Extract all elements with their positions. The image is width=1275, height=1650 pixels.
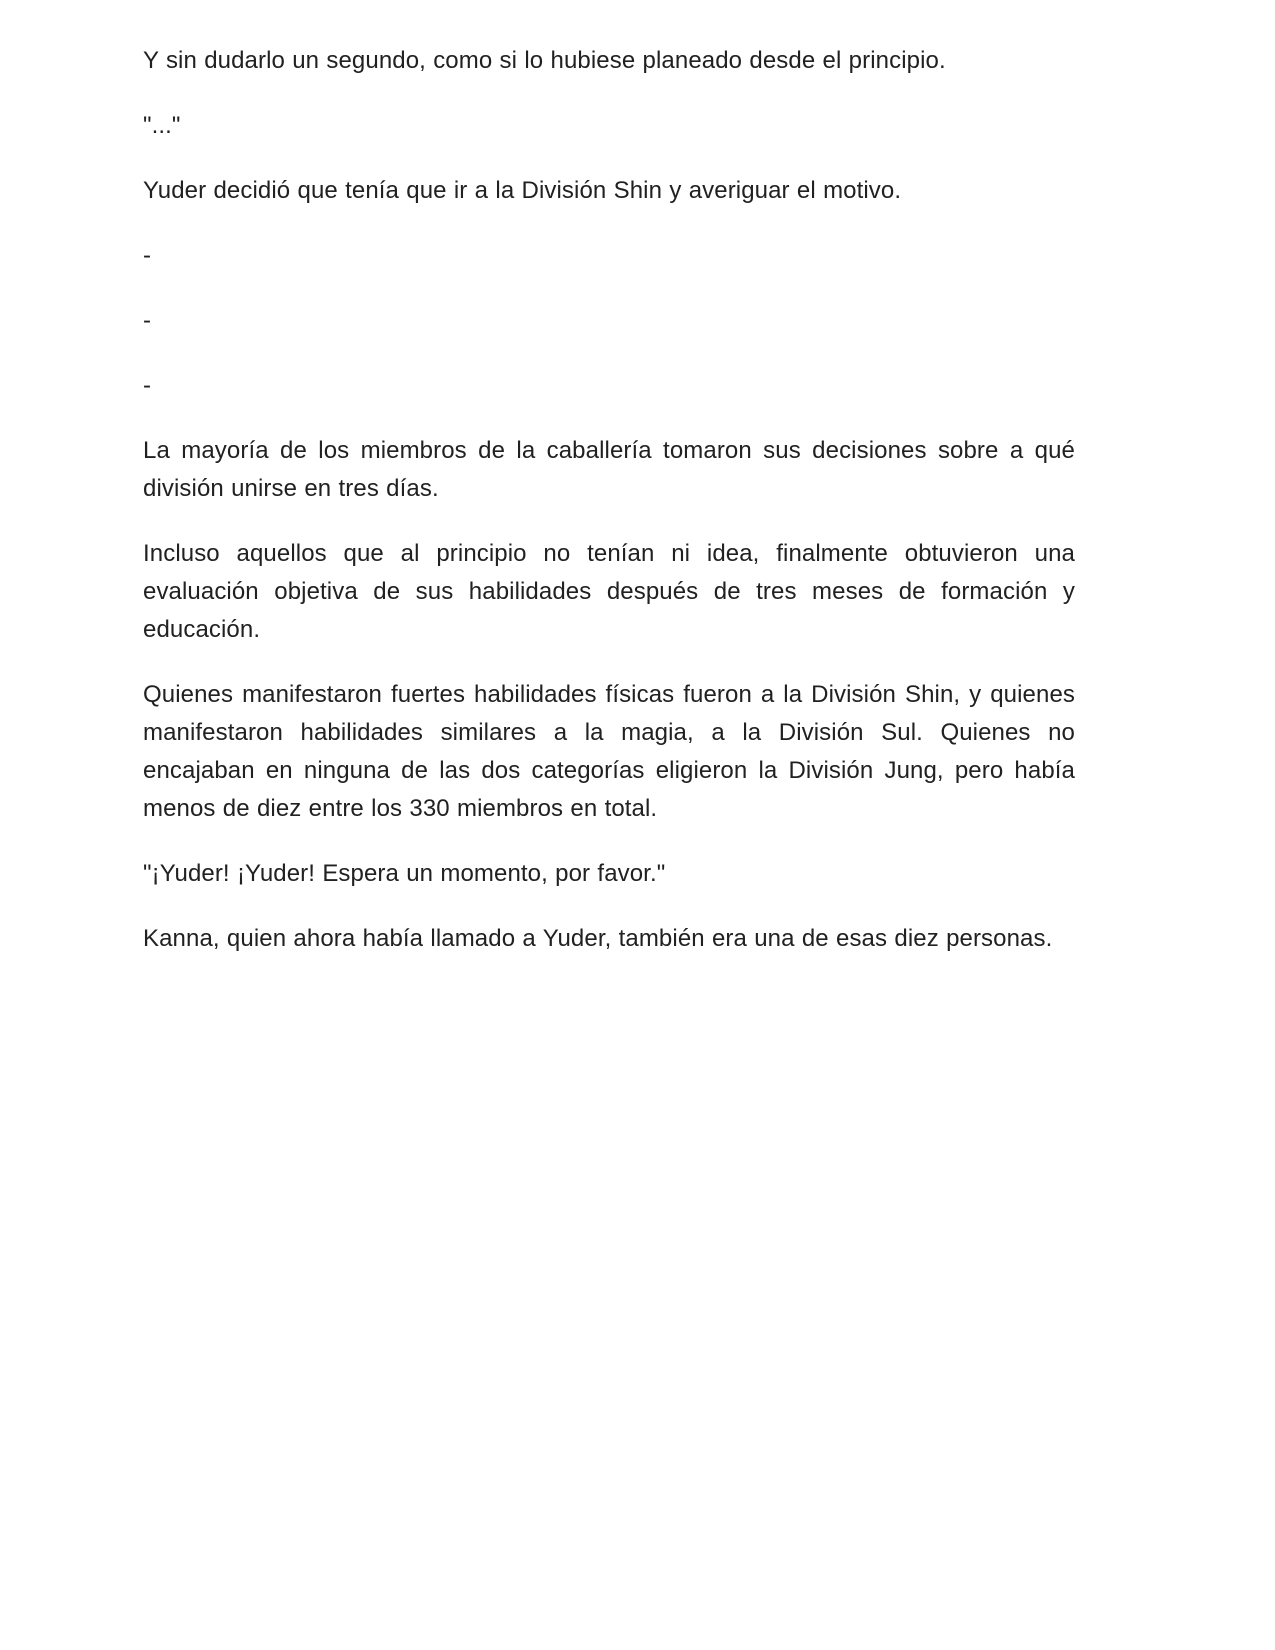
paragraph: Incluso aquellos que al principio no tenían ni idea, finalmente obtuvieron una evaluación objetiva de sus habilidades después de tres meses de formación y educación. <box>143 540 1075 643</box>
paragraph: "¡Yuder! ¡Yuder! Espera un momento, por favor." <box>143 860 666 887</box>
paragraph: Y sin dudarlo un segundo, como si lo hubiese planeado desde el principio. <box>143 47 946 74</box>
paragraph: Kanna, quien ahora había llamado a Yuder, también era una de esas diez personas. <box>143 925 1053 952</box>
paragraph: "..." <box>143 112 181 139</box>
paragraph: La mayoría de los miembros de la caballería tomaron sus decisiones sobre a qué división unirse en tres días. <box>143 437 1075 502</box>
paragraph-divider: - <box>143 307 152 334</box>
paragraph-divider: - <box>143 242 152 269</box>
paragraph: Yuder decidió que tenía que ir a la División Shin y averiguar el motivo. <box>143 177 902 204</box>
paragraph-divider: - <box>143 372 152 399</box>
paragraph: Quienes manifestaron fuertes habilidades físicas fueron a la División Shin, y quienes manifestaron habilidades similares a la magia, a la División Sul. Quienes no encajaban en ninguna de las dos categorías eligieron la División Jung, pero había menos de diez entre los 330 miembros en total. <box>143 681 1075 822</box>
